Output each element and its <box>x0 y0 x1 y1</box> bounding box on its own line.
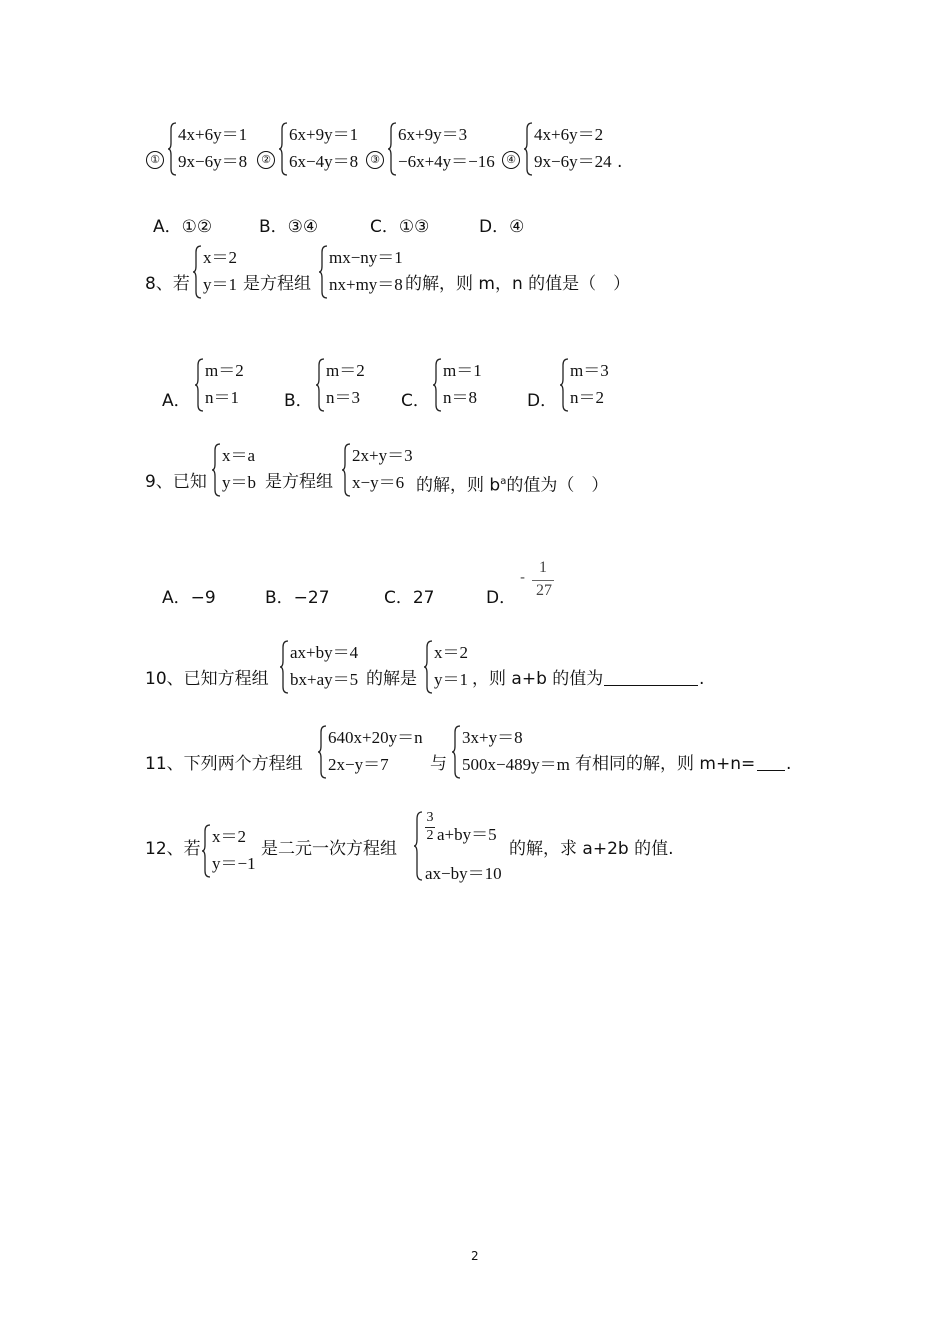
q11-system-1-line-2: 2x−y＝7 <box>328 755 389 774</box>
q12-system-line-1-rest: a+by＝5 <box>437 825 497 844</box>
q12-fraction-denominator: 2 <box>426 828 434 843</box>
brace-icon <box>211 442 221 498</box>
q7-label-4: ④ <box>502 151 520 169</box>
q8-option-b-line-2: n＝3 <box>326 388 360 407</box>
q7-label-2: ② <box>257 151 275 169</box>
q12-mid: 是二元一次方程组 <box>261 839 397 859</box>
q8-option-c-letter: C． <box>401 391 430 411</box>
q8-option-d-letter: D． <box>527 391 558 411</box>
q8-suffix: 的解，则 m，n 的值是（ ） <box>405 274 631 294</box>
q10-solution-line-1: x＝2 <box>434 643 468 662</box>
q10-mid: 的解是 <box>366 669 417 689</box>
brace-icon <box>279 639 289 695</box>
q7-label-1: ① <box>146 151 164 169</box>
q8-option-d-line-2: n＝2 <box>570 388 604 407</box>
q11-prefix: 11、下列两个方程组 <box>145 754 303 774</box>
q9-option-d: D． <box>486 588 517 608</box>
q10-system-line-1: ax+by＝4 <box>290 643 359 662</box>
q7-system-2-line-2: 6x−4y＝8 <box>289 152 359 171</box>
q7-system-3-line-1: 6x+9y＝3 <box>398 125 468 144</box>
q8-system-line-2: nx+my＝8 <box>329 275 403 294</box>
q7-system-2-line-1: 6x+9y＝1 <box>289 125 359 144</box>
q9-solution-line-1: x＝a <box>222 446 256 465</box>
q10-end-period: . <box>699 669 705 689</box>
q11-suffix: 有相同的解，则 m+n= <box>575 754 756 774</box>
q8-option-b-line-1: m＝2 <box>326 361 365 380</box>
q8-solution-line-2: y＝1 <box>203 275 237 294</box>
q9-mid: 是方程组 <box>265 472 333 492</box>
q9-system-line-2: x−y＝6 <box>352 473 405 492</box>
q10-system-line-2: bx+ay＝5 <box>290 670 359 689</box>
q12-system <box>413 810 513 882</box>
brace-icon <box>315 357 325 413</box>
brace-icon <box>387 121 397 177</box>
q10-prefix: 10、已知方程组 <box>145 669 269 689</box>
brace-icon <box>413 810 423 882</box>
q9-system-line-1: 2x+y＝3 <box>352 446 413 465</box>
q8-option-a-line-2: n＝1 <box>205 388 239 407</box>
brace-icon <box>167 121 177 177</box>
brace-icon <box>451 724 461 780</box>
q9-prefix: 9、已知 <box>145 472 207 492</box>
q11-system-2-line-2: 500x−489y＝m <box>462 755 570 774</box>
q8-system-line-1: mx−ny＝1 <box>329 248 403 267</box>
q9-suffix <box>416 472 608 496</box>
q9-option-d-fraction-bar <box>532 580 554 581</box>
q9-option-c: C．27 <box>384 588 435 608</box>
q8-option-a-letter: A． <box>162 391 191 411</box>
q11-system-1-line-1: 640x+20y＝n <box>328 728 423 747</box>
q8-option-b-letter: B． <box>284 391 313 411</box>
q8-option-d-line-1: m＝3 <box>570 361 609 380</box>
q10-suffix: ，则 a+b 的值为 <box>472 669 604 689</box>
q11-end-period: . <box>786 754 792 774</box>
q7-system-4-line-2: 9x−6y＝24 <box>534 152 612 171</box>
brace-icon <box>523 121 533 177</box>
q7-option-b: B．③④ <box>259 217 319 237</box>
q7-system-3-line-2: −6x+4y＝−16 <box>398 152 495 171</box>
q7-system-1-line-2: 9x−6y＝8 <box>178 152 248 171</box>
q7-system-4-line-1: 4x+6y＝2 <box>534 125 604 144</box>
q11-system-2-line-1: 3x+y＝8 <box>462 728 523 747</box>
q7-end-period: . <box>617 152 623 172</box>
q9-option-b: B．−27 <box>265 588 330 608</box>
brace-icon <box>201 823 211 879</box>
q10-answer-blank <box>604 671 698 690</box>
q9-exponent: a <box>500 476 507 487</box>
q9-suffix-a: 的解，则 b <box>416 475 501 496</box>
brace-icon <box>559 357 569 413</box>
brace-icon <box>192 244 202 300</box>
page-number: 2 <box>471 1249 479 1263</box>
q7-option-a: A．①② <box>153 217 213 237</box>
q7-option-d: D．④ <box>479 217 525 237</box>
q7-system-1-line-1: 4x+6y＝1 <box>178 125 248 144</box>
brace-icon <box>423 639 433 695</box>
q9-solution-line-2: y＝b <box>222 473 256 492</box>
q8-option-c-line-1: m＝1 <box>443 361 482 380</box>
q9-option-d-numerator: 1 <box>539 559 547 576</box>
q10-solution-line-2: y＝1 <box>434 670 468 689</box>
q12-suffix: 的解，求 a+2b 的值. <box>509 839 674 859</box>
q8-solution-line-1: x＝2 <box>203 248 237 267</box>
q12-fraction-numerator: 3 <box>426 810 434 825</box>
brace-icon <box>432 357 442 413</box>
q8-option-c-line-2: n＝8 <box>443 388 477 407</box>
q9-suffix-b: 的值为（ ） <box>506 475 609 496</box>
brace-icon <box>194 357 204 413</box>
q8-mid: 是方程组 <box>243 274 311 294</box>
q11-answer-blank <box>757 756 785 775</box>
q12-prefix: 12、若 <box>145 839 201 859</box>
brace-icon <box>317 724 327 780</box>
q12-solution-line-1: x＝2 <box>212 827 246 846</box>
q12-solution-line-2: y＝−1 <box>212 854 256 873</box>
q8-prefix: 8、若 <box>145 274 190 294</box>
q9-option-d-sign: - <box>520 570 526 586</box>
q9-option-d-denominator: 27 <box>536 582 552 599</box>
q7-option-c: C．①③ <box>370 217 430 237</box>
q9-option-a: A．−9 <box>162 588 216 608</box>
q12-system-line-2: ax−by＝10 <box>425 864 502 883</box>
brace-icon <box>318 244 328 300</box>
brace-icon <box>278 121 288 177</box>
q8-option-a-line-1: m＝2 <box>205 361 244 380</box>
q11-mid: 与 <box>430 754 447 774</box>
q7-label-3: ③ <box>366 151 384 169</box>
brace-icon <box>341 442 351 498</box>
